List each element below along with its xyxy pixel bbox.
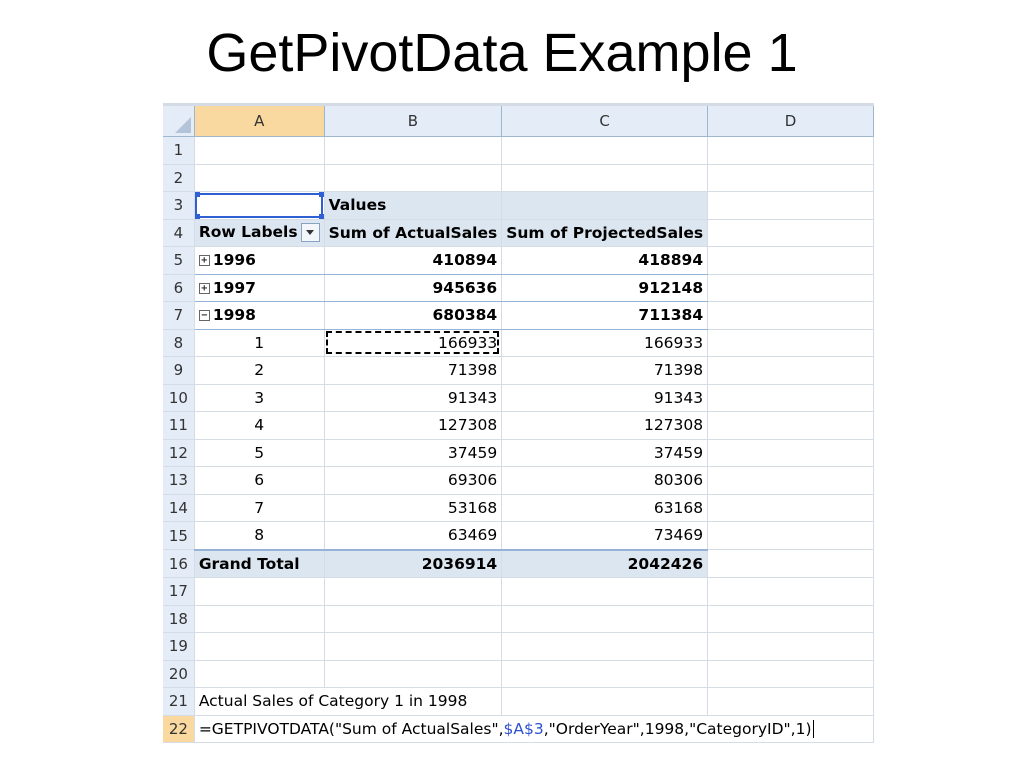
pivot-category-row [163,412,874,440]
year-projected-value[interactable]: 912148 [502,274,708,302]
cell[interactable] [324,605,502,633]
year-cell[interactable] [194,302,324,330]
cell[interactable] [708,274,874,302]
category-projected-value[interactable]: 127308 [502,412,708,440]
column-header-a[interactable]: A [194,106,324,137]
category-id[interactable]: 8 [194,522,324,550]
select-all-corner[interactable] [163,106,194,137]
cell[interactable] [708,605,874,633]
cell[interactable] [708,137,874,165]
pivot-category-row [163,384,874,412]
category-id[interactable]: 6 [194,467,324,495]
cell[interactable] [324,137,502,165]
category-projected-value[interactable]: 166933 [502,329,708,357]
row-header[interactable]: 3 [163,192,194,220]
row-header[interactable]: 14 [163,494,194,522]
cell[interactable] [708,550,874,578]
row-header[interactable]: 15 [163,522,194,550]
column-header-b[interactable]: B [324,106,502,137]
sheet-row [163,660,874,688]
cell[interactable] [708,688,874,716]
sheet-row [163,137,874,165]
sheet-row [163,688,874,716]
row-header[interactable]: 1 [163,137,194,165]
cell[interactable] [708,412,874,440]
category-id[interactable]: 7 [194,494,324,522]
category-id[interactable]: 3 [194,384,324,412]
formula-text[interactable] [199,720,814,738]
selected-cell-a3[interactable] [194,192,324,220]
formula-part-1: =GETPIVOTDATA("Sum of ActualSales", [198,719,504,738]
row-header[interactable]: 10 [163,384,194,412]
pivot-year-row [163,302,874,330]
formula-cell-reference: $A$3 [503,719,544,738]
formula-edit-cell[interactable] [194,715,873,743]
cell[interactable] [502,633,708,661]
row-header[interactable]: 7 [163,302,194,330]
filter-dropdown-button[interactable] [301,223,320,242]
cell[interactable] [194,164,324,192]
row-header[interactable]: 2 [163,164,194,192]
cell[interactable] [708,384,874,412]
year-actual-value[interactable]: 680384 [324,302,502,330]
cell[interactable] [708,247,874,275]
collapse-icon[interactable]: − [199,310,210,321]
cell[interactable] [502,164,708,192]
cell[interactable] [502,578,708,606]
cell[interactable] [708,633,874,661]
pivot-projected-header[interactable]: Sum of ProjectedSales [502,219,708,247]
pivot-grand-total-row [163,550,874,578]
row-header[interactable]: 4 [163,219,194,247]
category-actual-value[interactable]: 91343 [324,384,502,412]
cell[interactable] [502,660,708,688]
cell[interactable] [708,302,874,330]
cell[interactable] [324,660,502,688]
cell[interactable] [324,164,502,192]
row-header[interactable]: 5 [163,247,194,275]
row-header[interactable]: 13 [163,467,194,495]
row-header[interactable]: 6 [163,274,194,302]
pivot-category-row [163,522,874,550]
category-actual-value[interactable]: 63469 [324,522,502,550]
year-label: 1996 [212,251,256,270]
year-cell[interactable] [194,274,324,302]
category-actual-value[interactable]: 37459 [324,439,502,467]
note-cell[interactable]: Actual Sales of Category 1 in 1998 [194,688,501,716]
year-actual-value[interactable]: 410894 [324,247,502,275]
pivot-category-row [163,467,874,495]
sheet-row [163,578,874,606]
category-projected-value[interactable]: 73469 [502,522,708,550]
copied-cell-b8[interactable] [324,329,502,357]
cell[interactable] [324,633,502,661]
grand-total-actual[interactable]: 2036914 [324,550,502,578]
year-label: 1998 [212,306,256,325]
row-header-active[interactable]: 22 [163,715,194,743]
row-header[interactable]: 9 [163,357,194,385]
category-actual-value[interactable]: 127308 [324,412,502,440]
row-header[interactable]: 20 [163,660,194,688]
year-projected-value[interactable]: 418894 [502,247,708,275]
row-header[interactable]: 19 [163,633,194,661]
pivot-category-row [163,329,874,357]
category-id[interactable]: 5 [194,439,324,467]
row-header[interactable]: 12 [163,439,194,467]
cell[interactable] [708,494,874,522]
sheet-row [163,605,874,633]
category-actual-value[interactable]: 71398 [324,357,502,385]
cell[interactable] [708,357,874,385]
category-projected-value[interactable]: 37459 [502,439,708,467]
year-label: 1997 [212,278,256,297]
row-header[interactable]: 11 [163,412,194,440]
category-projected-value[interactable]: 71398 [502,357,708,385]
pivot-values-row [163,192,874,220]
cell[interactable] [502,192,708,220]
row-header[interactable]: 8 [163,329,194,357]
row-header[interactable]: 18 [163,605,194,633]
row-header[interactable]: 21 [163,688,194,716]
cell[interactable] [502,688,708,716]
column-header-d[interactable]: D [708,106,874,137]
spreadsheet-grid [163,103,874,754]
cell[interactable] [708,660,874,688]
pivot-category-row [163,439,874,467]
category-id[interactable]: 2 [194,357,324,385]
cell[interactable] [708,329,874,357]
pivot-category-row [163,357,874,385]
worksheet-table [163,106,874,743]
cell[interactable] [324,578,502,606]
pivot-category-row [163,494,874,522]
cell[interactable] [708,164,874,192]
pivot-row-labels-header[interactable] [194,219,324,247]
category-actual-value[interactable]: 69306 [324,467,502,495]
row-header[interactable]: 17 [163,578,194,606]
pivot-year-row [163,274,874,302]
cell[interactable] [194,137,324,165]
year-actual-value[interactable]: 945636 [324,274,502,302]
cell[interactable] [194,633,324,661]
row-header[interactable]: 16 [163,550,194,578]
cell[interactable] [502,137,708,165]
cell[interactable] [708,219,874,247]
cell[interactable] [194,605,324,633]
pivot-actual-header[interactable]: Sum of ActualSales [324,219,502,247]
category-projected-value[interactable]: 63168 [502,494,708,522]
grand-total-projected[interactable]: 2042426 [502,550,708,578]
year-cell[interactable] [194,247,324,275]
formula-row [163,715,874,743]
category-id[interactable]: 4 [194,412,324,440]
sheet-row [163,633,874,661]
cell[interactable] [502,605,708,633]
pivot-year-row [163,247,874,275]
copy-marquee [326,331,500,355]
pivot-header-row [163,219,874,247]
cell[interactable] [194,578,324,606]
category-actual-value[interactable]: 53168 [324,494,502,522]
cell[interactable] [708,578,874,606]
expand-icon[interactable]: + [199,255,210,266]
cell[interactable] [708,439,874,467]
cell[interactable] [194,660,324,688]
row-labels-text: Row Labels [198,223,298,242]
year-projected-value[interactable]: 711384 [502,302,708,330]
formula-part-2: ,"OrderYear",1998,"CategoryID",1) [543,719,812,738]
cell[interactable] [708,522,874,550]
slide-title: GetPivotData Example 1 [206,23,798,83]
category-actual-value: 166933 [438,333,498,352]
expand-icon[interactable]: + [199,283,210,294]
category-projected-value[interactable]: 80306 [502,467,708,495]
grand-total-label[interactable]: Grand Total [194,550,324,578]
category-projected-value[interactable]: 91343 [502,384,708,412]
cell[interactable] [708,467,874,495]
pivot-values-label[interactable]: Values [324,192,502,220]
sheet-row [163,164,874,192]
cell[interactable] [708,192,874,220]
column-header-c[interactable]: C [502,106,708,137]
category-id[interactable]: 1 [194,329,324,357]
